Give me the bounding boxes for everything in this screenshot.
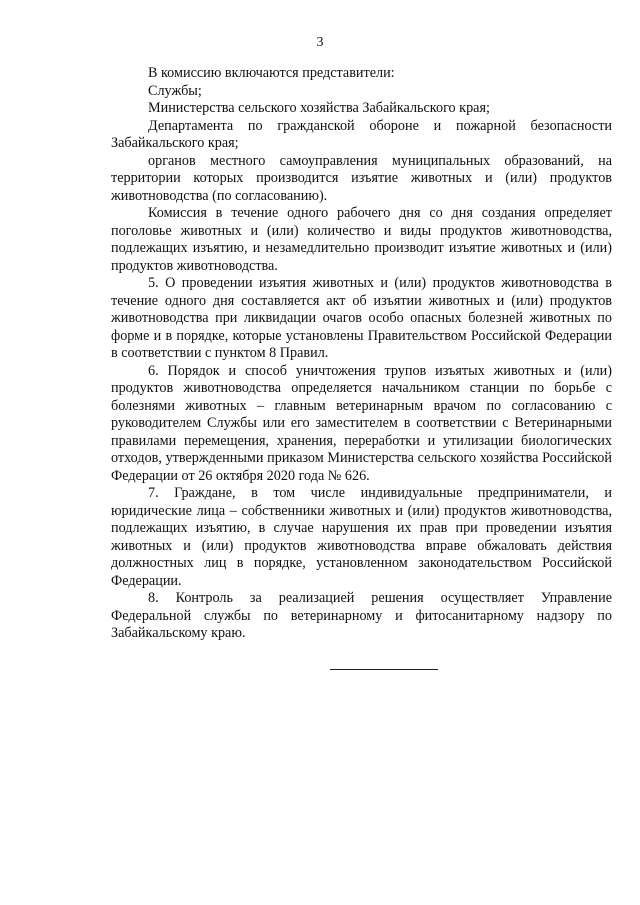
closing-divider bbox=[330, 669, 438, 670]
page-number: 3 bbox=[316, 35, 324, 50]
paragraph-item-6: 6. Порядок и способ уничтожения трупов изъятых животных и (или) продуктов животноводства определяется начальником станции по борьбе с болезнями животных – главным ветеринарным врачом по согласованию с руководителем Службы или его заместителем в соответствии с Ветеринарными правилами перемещения, хранения, переработки и утилизации биологических отходов, утвержденными приказом Министерства сельского хозяйства Российской Федерации от 26 октября 2020 года № 626. bbox=[111, 362, 612, 484]
paragraph-item-8: 8. Контроль за реализацией решения осуществляет Управление Федеральной службы по ветеринарному и фитосанитарному надзору по Забайкальскому краю. bbox=[111, 590, 612, 641]
paragraph-agriculture-ministry: Министерства сельского хозяйства Забайкальского края; bbox=[148, 100, 490, 116]
document-body bbox=[111, 65, 612, 643]
paragraph-item-7: 7. Граждане, в том числе индивидуальные предприниматели, и юридические лица – собственники животных и (или) продуктов животноводства, подлежащих изъятию, в случае нарушения их прав при проведении изъятия животных и (или) продуктов животноводства вправе обжаловать действия должностных лиц в порядке, установленном законодательством Российской Федерации. bbox=[111, 485, 612, 589]
paragraph-local-government: органов местного самоуправления муниципальных образований, на территории которых производится изъятие животных и (или) продуктов животноводства (по согласованию). bbox=[111, 152, 612, 204]
paragraph-commission-members: В комиссию включаются представители: bbox=[148, 65, 395, 81]
paragraph-service: Службы; bbox=[148, 82, 202, 99]
paragraph-civil-defense-department: Департамента по гражданской обороне и пожарной безопасности Забайкальского края; bbox=[111, 117, 612, 151]
paragraph-item-5: 5. О проведении изъятия животных и (или) продуктов животноводства в течение одного дня составляется акт об изъятии животных и (или) продуктов животноводства при ликвидации очагов особо опасных болезней животных по форме и в порядке, которые установлены Правительством Российской Федерации в соответствии с пунктом 8 Правил. bbox=[111, 275, 612, 361]
paragraph-commission-duties: Комиссия в течение одного рабочего дня со дня создания определяет поголовье животных и (или) количество и виды продуктов животноводства, подлежащих изъятию, и незамедлительно производит изъятие животных и (или) продуктов животноводства. bbox=[111, 205, 612, 274]
